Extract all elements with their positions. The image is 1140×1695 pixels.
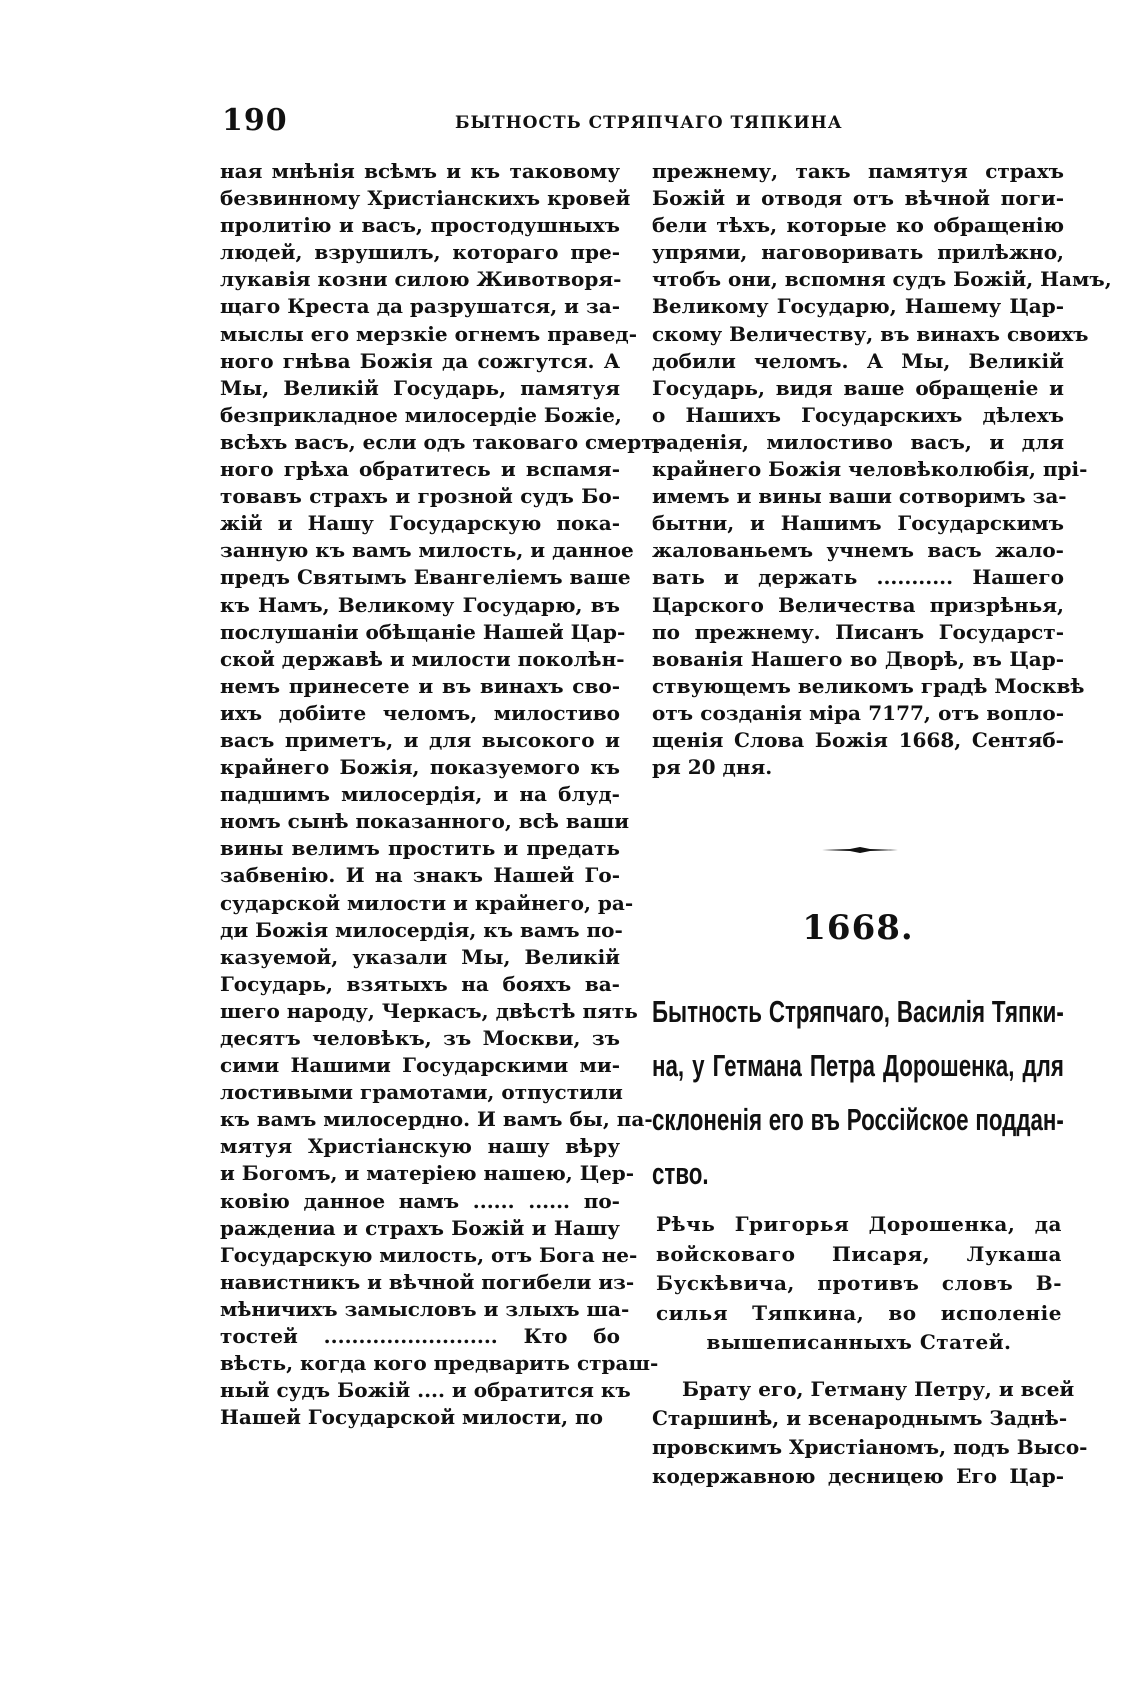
text-line: къ вамъ милосердно. И вамъ бы, па-: [220, 1107, 653, 1132]
text-line: крайнего Божія, показуемого къ: [220, 755, 620, 780]
text-line: Брату его, Гетману Петру, и всей: [682, 1377, 1075, 1401]
text-line: товавъ страхъ и грозной судъ Бо-: [220, 484, 620, 509]
left-column: [220, 158, 662, 1431]
text-line: Царского Величества призрѣнья,: [652, 592, 1064, 617]
text-line: всѣхъ васъ, если одъ таковаго смерт-: [220, 429, 662, 454]
text-line: мятуя Христіанскую нашу вѣру: [220, 1134, 620, 1159]
text-line: лостивыми грамотами, отпустили: [220, 1080, 623, 1105]
text-line: послушаніи обѣщаніе Нашей Цар-: [220, 619, 626, 644]
speech-heading: [656, 1210, 1062, 1358]
text-line: силья Тяпкина, во исполеніе: [656, 1300, 1062, 1325]
text-line: пролитію и васъ, простодушныхъ: [220, 213, 620, 238]
running-title: БЫТНОСТЬ СТРЯПЧАГО ТЯПКИНА: [455, 113, 843, 133]
text-line: ихъ добіите челомъ, милостиво: [220, 700, 620, 725]
text-line: Государь, видя ваше обращеніе и: [652, 375, 1064, 400]
text-line: крайнего Божія человѣколюбія, прі-: [652, 457, 1088, 482]
text-line: склоненія его въ Россійское поддан-: [652, 1102, 1064, 1137]
text-line: шего народу, Черкасъ, двѣстѣ пять: [220, 998, 638, 1023]
text-line: къ Намъ, Великому Государю, въ: [220, 592, 620, 617]
text-line: вины велимъ простить и предать: [220, 836, 620, 861]
text-line: навистникъ и вѣчной погибели из-: [220, 1269, 635, 1294]
decorative-rule: [820, 845, 900, 855]
text-line: вать и держать ........... Нашего: [652, 565, 1064, 590]
text-line: предъ Святымъ Евангеліемъ ваше: [220, 565, 631, 590]
text-line: безприкладное милосердіе Божіе,: [220, 402, 622, 427]
text-line: казуемой, указали Мы, Великій: [220, 944, 620, 969]
text-line: о Нашихъ Государскихъ дѣлехъ: [652, 402, 1064, 427]
text-line: на, у Гетмана Петра Дорошенка, для: [652, 1048, 1064, 1083]
text-line: бытни, и Нашимъ Государскимъ: [652, 511, 1064, 536]
text-line: ковію данное намъ ...... ...... по-: [220, 1188, 620, 1213]
text-line: ная мнѣнія всѣмъ и къ таковому: [220, 159, 620, 183]
text-line: Мы, Великій Государь, памятуя: [220, 375, 620, 400]
text-line: занную къ вамъ милость, и данное: [220, 538, 634, 563]
text-line: прежнему, такъ памятуя страхъ: [652, 159, 1064, 183]
text-line: раденія, милостиво васъ, и для: [652, 429, 1064, 454]
text-line: номъ сынѣ показанного, всѣ ваши: [220, 809, 630, 834]
text-line: провскимъ Христіаномъ, подъ Высо-: [652, 1435, 1088, 1459]
text-line: ный судъ Божій .... и обратится къ: [220, 1378, 631, 1403]
text-line: Рѣчь Григорья Дорошенка, да: [656, 1212, 1062, 1236]
text-line: мыслы его мерзкіе огнемъ правед-: [220, 321, 638, 346]
text-line: кодержавною десницею Его Цар-: [652, 1464, 1064, 1488]
text-line: Старшинѣ, и всенароднымъ Заднѣ-: [652, 1406, 1068, 1430]
text-line: ство.: [652, 1156, 709, 1191]
text-line: добили челомъ. А Мы, Великій: [652, 348, 1064, 373]
text-line: ря 20 дня.: [652, 755, 773, 780]
text-line: чтобъ они, вспомня судъ Божій, Намъ,: [652, 267, 1112, 292]
text-line: отъ созданія міра 7177, отъ вопло-: [652, 700, 1064, 725]
text-line: по прежнему. Писанъ Государст-: [652, 619, 1064, 644]
page-number: 190: [222, 103, 288, 138]
text-line: и Богомъ, и матеріею нашею, Цер-: [220, 1161, 635, 1186]
text-line: забвенію. И на знакъ Нашей Го-: [220, 863, 620, 888]
text-line: вованія Нашего во Дворѣ, въ Цар-: [652, 646, 1064, 671]
text-line: щенія Слова Божія 1668, Сентяб-: [652, 727, 1064, 752]
text-line: упрями, наговоривать прилѣжно,: [652, 240, 1064, 265]
text-line: жій и Нашу Государскую пока-: [220, 511, 620, 536]
text-line: падшимъ милосердія, и на блуд-: [220, 782, 620, 807]
text-line: безвинному Христіанскихъ кровей: [220, 186, 631, 211]
text-line: Бытность Стряпчаго, Василія Тяпки-: [652, 994, 1064, 1029]
text-line: десятъ человѣкъ, зъ Москви, зъ: [220, 1026, 620, 1050]
text-line: раждениа и страхъ Божій и Нашу: [220, 1215, 620, 1240]
text-line: имемъ и вины ваши сотворимъ за-: [652, 484, 1067, 509]
text-line: ди Божія милосердія, къ вамъ по-: [220, 917, 623, 942]
text-line: ного грѣха обратитесь и вспамя-: [220, 457, 620, 482]
page-header: [0, 0, 1140, 160]
text-line: сими Нашими Государскими ми-: [220, 1053, 620, 1078]
text-line: Великому Государю, Нашему Цар-: [652, 294, 1064, 319]
section-title: [652, 985, 1064, 1201]
right-column-text: [652, 158, 1112, 781]
closing-paragraph: [652, 1375, 1088, 1491]
text-line: ской державѣ и милости поколѣн-: [220, 646, 625, 671]
text-line: Бускѣвича, противъ словъ В-: [656, 1271, 1062, 1295]
text-line: людей, взрушилъ, котораго пре-: [220, 240, 620, 265]
text-line: жалованьемъ учнемъ васъ жало-: [652, 538, 1064, 563]
text-line: тостей ......................... Кто бо: [220, 1324, 620, 1349]
text-line: немъ принесете и въ винахъ сво-: [220, 673, 620, 698]
text-line: сударской милости и крайнего, ра-: [220, 890, 634, 915]
text-line: ствующемъ великомъ градѣ Москвѣ: [652, 673, 1085, 698]
text-line: щаго Креста да разрушатся, и за-: [220, 294, 620, 319]
text-line: васъ приметъ, и для высокого и: [220, 727, 620, 752]
text-line: бели тѣхъ, которые ко обращенію: [652, 213, 1064, 238]
text-line: скому Величеству, въ винахъ своихъ: [652, 321, 1089, 346]
text-line: Божій и отводя отъ вѣчной поги-: [652, 186, 1064, 211]
text-line: вѣсть, когда кого предварить страш-: [220, 1351, 659, 1376]
section-year: 1668.: [802, 908, 914, 948]
text-line: лукавія козни силою Животворя-: [220, 267, 622, 292]
text-line: Государь, взятыхъ на бояхъ ва-: [220, 971, 620, 996]
text-line: мѣничихъ замысловъ и злыхъ ша-: [220, 1296, 630, 1321]
text-line: войсковаго Писаря, Лукаша: [656, 1241, 1062, 1266]
text-line: Нашей Государской милости, по: [220, 1405, 603, 1430]
text-line: Государскую милость, отъ Бога не-: [220, 1242, 638, 1267]
text-line: вышеписанныхъ Статей.: [706, 1330, 1012, 1354]
text-line: ного гнѣва Божія да сожгутся. А: [220, 348, 620, 373]
